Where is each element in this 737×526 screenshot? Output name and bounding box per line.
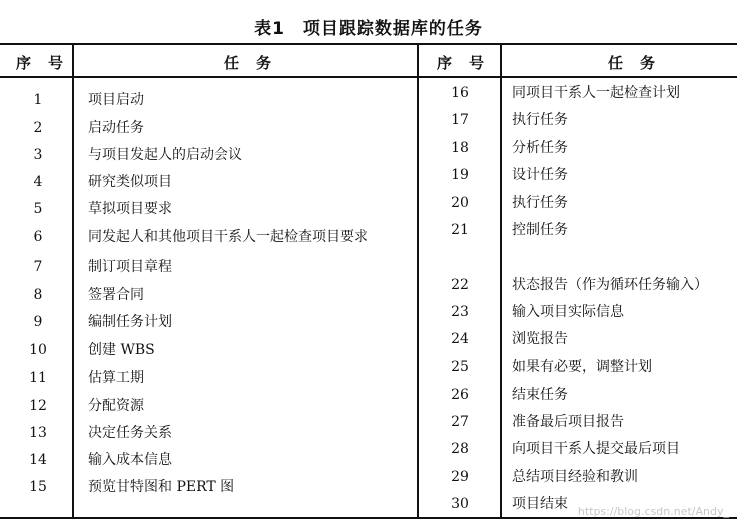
row-task: 总结项目经验和教训 bbox=[512, 469, 638, 485]
row-number: 17 bbox=[451, 112, 469, 128]
row-task: 与项目发起人的启动会议 bbox=[88, 147, 242, 163]
row-task: 分配资源 bbox=[88, 398, 144, 414]
row-number: 29 bbox=[451, 469, 469, 485]
row-number: 19 bbox=[451, 167, 469, 183]
row-number: 30 bbox=[451, 496, 469, 512]
row-number: 22 bbox=[451, 277, 469, 293]
column-divider bbox=[500, 44, 502, 518]
row-number: 27 bbox=[451, 414, 469, 430]
row-number: 21 bbox=[451, 222, 469, 238]
row-number: 9 bbox=[33, 314, 43, 330]
watermark: https://blog.csdn.net/Andy_ bbox=[577, 505, 729, 518]
row-task: 输入项目实际信息 bbox=[512, 304, 624, 320]
row-number: 10 bbox=[29, 342, 47, 358]
row-task: 如果有必要，调整计划 bbox=[512, 359, 652, 375]
row-task: 签署合同 bbox=[88, 287, 144, 303]
row-task: 状态报告（作为循环任务输入） bbox=[512, 277, 708, 293]
table-top-rule bbox=[0, 43, 737, 45]
row-task: 同发起人和其他项目干系人一起检查项目要求 bbox=[88, 229, 368, 245]
row-number: 13 bbox=[29, 425, 47, 441]
row-task: 准备最后项目报告 bbox=[512, 414, 624, 430]
row-number: 20 bbox=[451, 195, 469, 211]
row-number: 2 bbox=[33, 120, 43, 136]
header-left-number: 序 号 bbox=[16, 54, 65, 72]
row-task: 编制任务计划 bbox=[88, 314, 172, 330]
row-number: 5 bbox=[33, 201, 43, 217]
row-task: 草拟项目要求 bbox=[88, 201, 172, 217]
row-task: 同项目干系人一起检查计划 bbox=[512, 85, 680, 101]
header-right-number: 序 号 bbox=[437, 54, 486, 72]
row-number: 15 bbox=[29, 479, 47, 495]
row-number: 18 bbox=[451, 140, 469, 156]
row-task: 结束任务 bbox=[512, 387, 568, 403]
row-number: 24 bbox=[451, 331, 469, 347]
row-number: 6 bbox=[33, 229, 43, 245]
row-task: 制订项目章程 bbox=[88, 259, 172, 275]
row-task: 执行任务 bbox=[512, 195, 568, 211]
row-task: 执行任务 bbox=[512, 112, 568, 128]
header-left-task: 任 务 bbox=[224, 54, 273, 72]
row-task: 设计任务 bbox=[512, 167, 568, 183]
row-number: 23 bbox=[451, 304, 469, 320]
row-task: 研究类似项目 bbox=[88, 174, 172, 190]
row-task: 决定任务关系 bbox=[88, 425, 172, 441]
row-task: 向项目干系人提交最后项目 bbox=[512, 441, 680, 457]
row-number: 25 bbox=[451, 359, 469, 375]
row-number: 26 bbox=[451, 387, 469, 403]
row-number: 1 bbox=[33, 92, 43, 108]
row-task: 分析任务 bbox=[512, 140, 568, 156]
row-number: 11 bbox=[29, 370, 47, 386]
row-number: 4 bbox=[33, 174, 43, 190]
row-task: 项目启动 bbox=[88, 92, 144, 108]
row-number: 3 bbox=[33, 147, 43, 163]
row-number: 8 bbox=[33, 287, 43, 303]
table-header-rule bbox=[0, 76, 737, 78]
row-task: 浏览报告 bbox=[512, 331, 568, 347]
row-task: 估算工期 bbox=[88, 370, 144, 386]
row-task: 控制任务 bbox=[512, 222, 568, 238]
row-number: 16 bbox=[451, 85, 469, 101]
table-title bbox=[0, 14, 737, 39]
row-task: 预览甘特图和 PERT 图 bbox=[88, 479, 235, 495]
row-task: 输入成本信息 bbox=[88, 452, 172, 468]
table-title-text: 项目跟踪数据库的任务 bbox=[302, 19, 483, 39]
row-task: 启动任务 bbox=[88, 120, 144, 136]
table-number: 表1 bbox=[254, 19, 285, 39]
row-number: 7 bbox=[33, 259, 43, 275]
row-number: 12 bbox=[29, 398, 47, 414]
row-task: 项目结束 bbox=[512, 496, 568, 512]
row-number: 14 bbox=[29, 452, 47, 468]
column-divider bbox=[417, 44, 419, 518]
column-divider bbox=[72, 44, 74, 518]
row-number: 28 bbox=[451, 441, 469, 457]
header-right-task: 任 务 bbox=[608, 54, 657, 72]
row-task: 创建 WBS bbox=[88, 342, 155, 358]
